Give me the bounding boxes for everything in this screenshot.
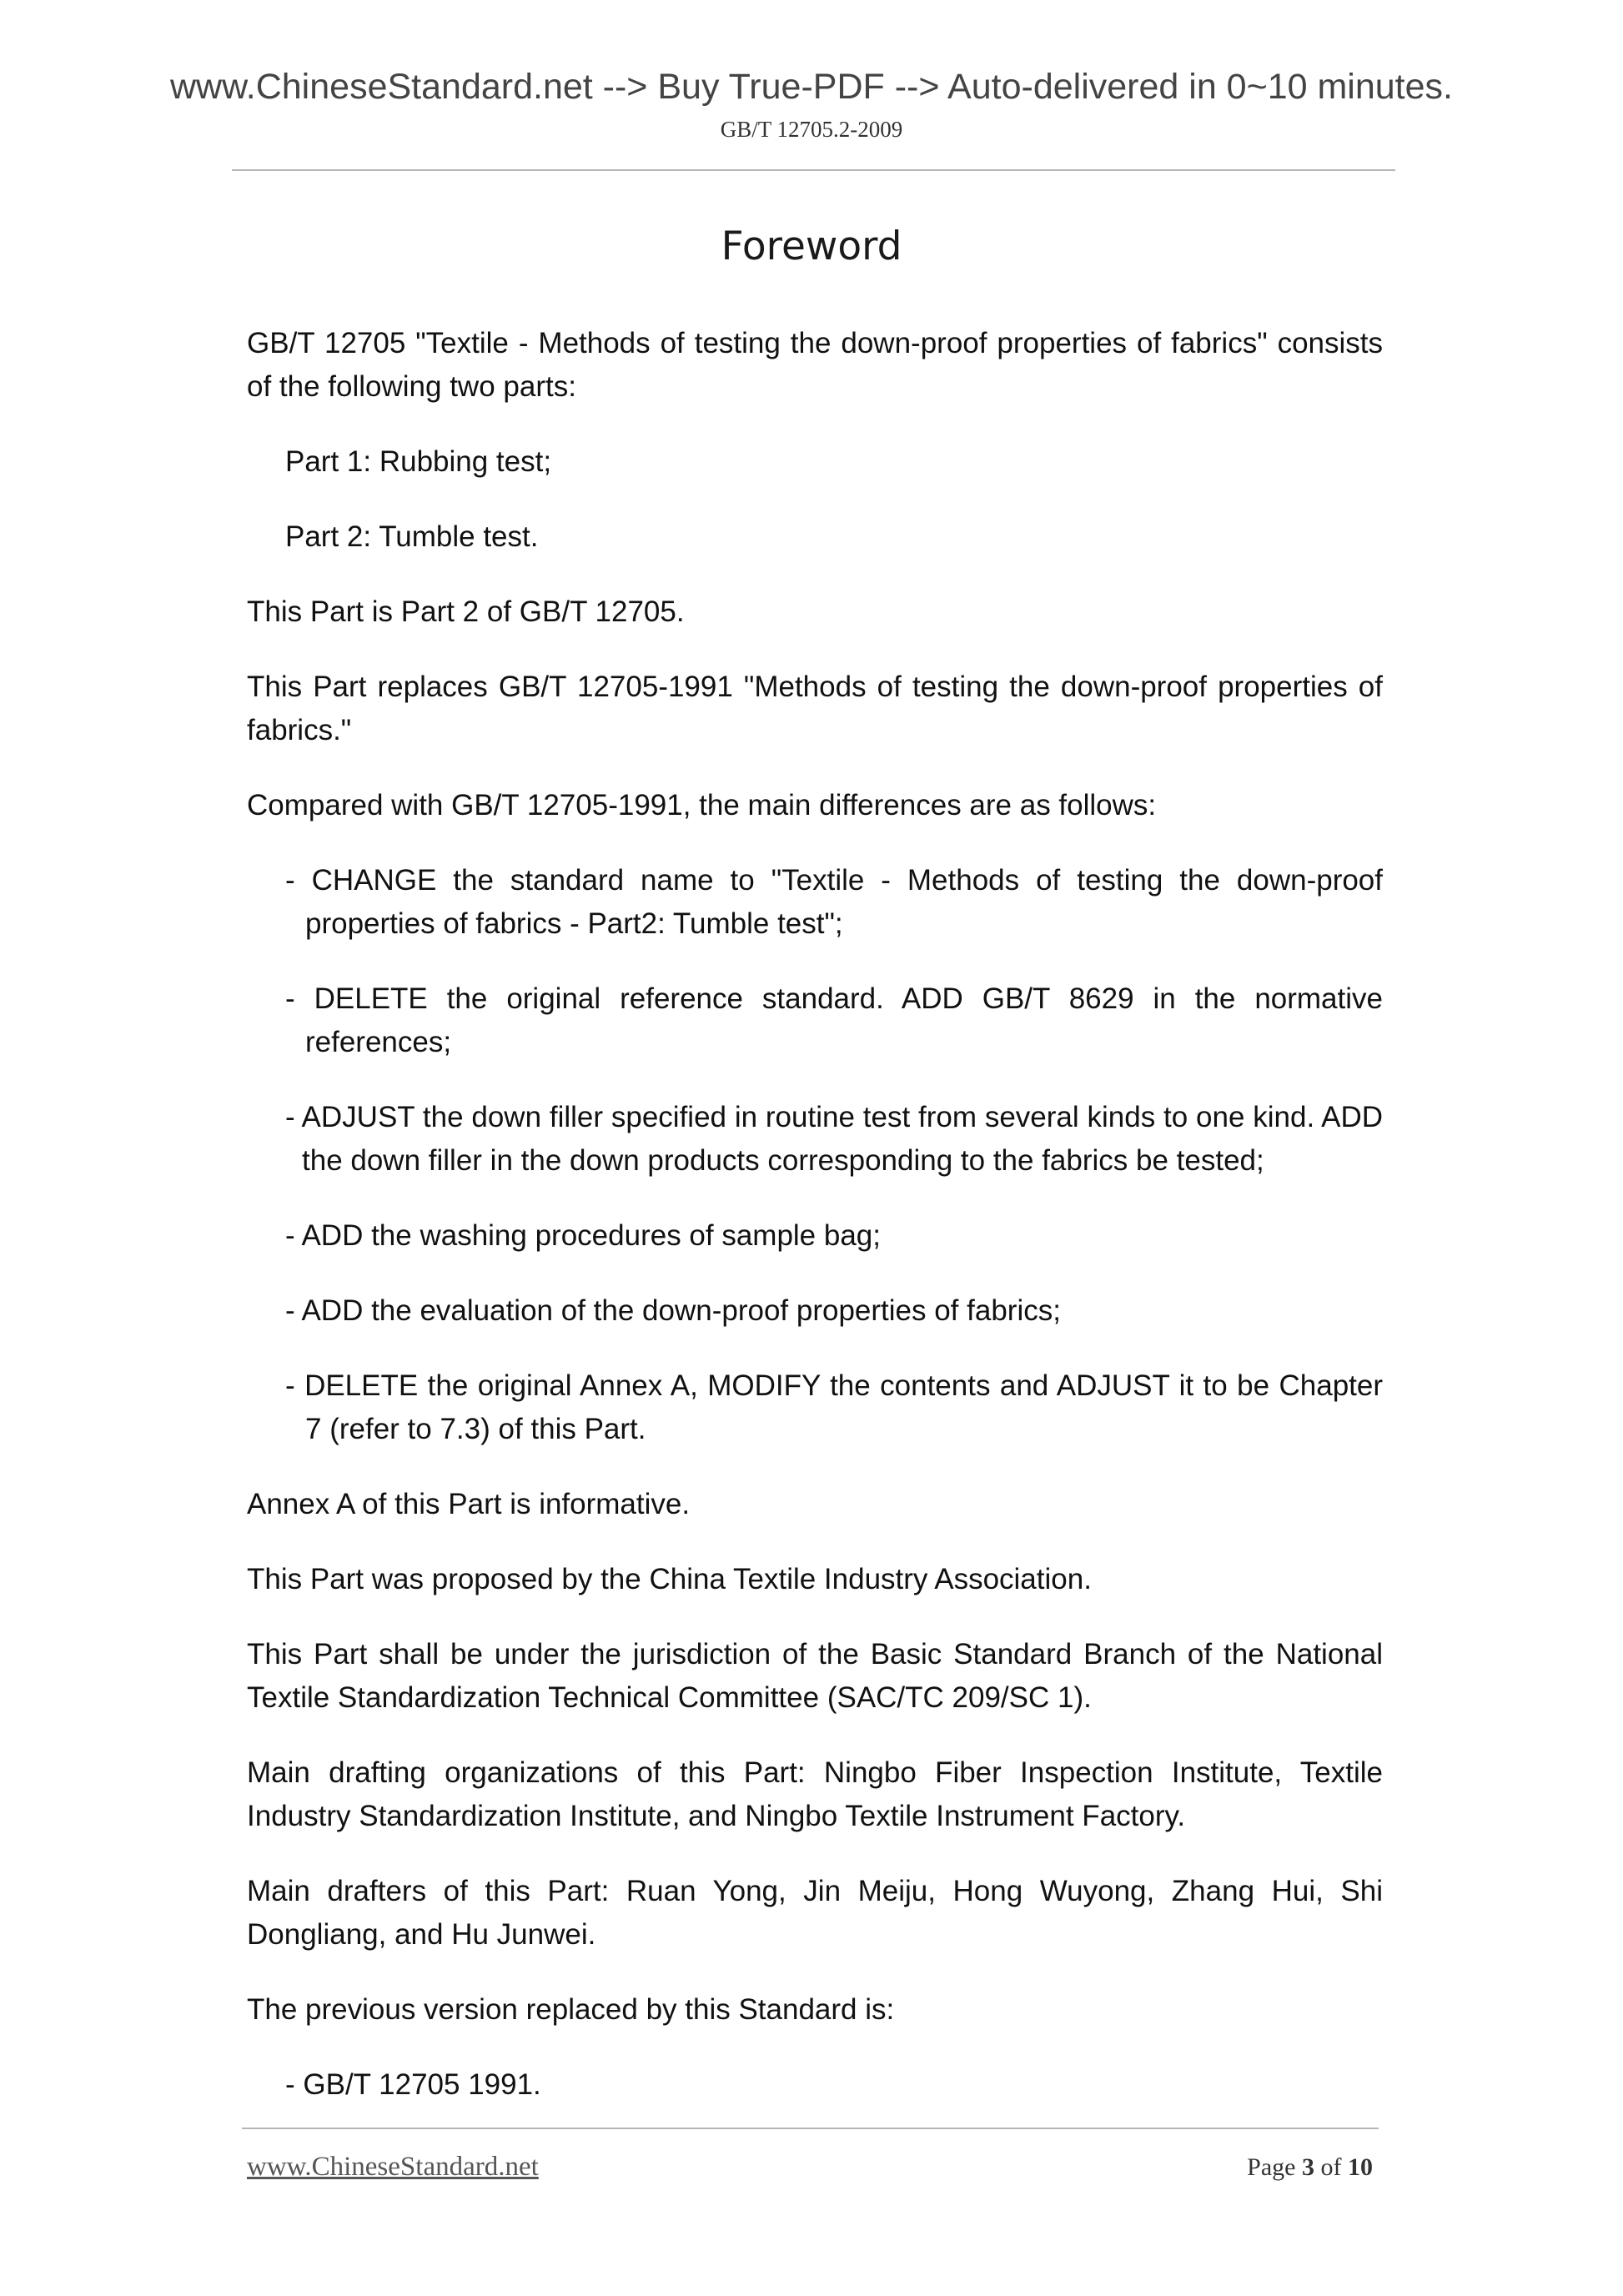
- difference-item: [247, 859, 1383, 946]
- difference-text: - DELETE the original Annex A, MODIFY the contents and ADJUST it to be Chapter 7 (refer to 7.3) of this Part.: [285, 1369, 1383, 1445]
- page-label: Page: [1247, 2153, 1296, 2181]
- footer-divider: [242, 2128, 1379, 2129]
- annex-paragraph: Annex A of this Part is informative.: [247, 1488, 691, 1520]
- intro-paragraph: GB/T 12705 "Textile - Methods of testing the down-proof properties of fabrics" consists of the following two parts:: [247, 327, 1383, 403]
- this-part-paragraph: This Part is Part 2 of GB/T 12705.: [247, 595, 685, 628]
- page-of-label: of: [1320, 2153, 1342, 2181]
- difference-text: - DELETE the original reference standard. ADD GB/T 8629 in the normative references;: [285, 982, 1383, 1058]
- difference-text: - CHANGE the standard name to "Textile - Methods of testing the down-proof properties of fabrics - Part2: Tumble test";: [285, 864, 1383, 940]
- part-2-item: Part 2: Tumble test.: [285, 520, 539, 553]
- drafters-paragraph: Main drafters of this Part: Ruan Yong, Jin Meiju, Hong Wuyong, Zhang Hui, Shi Dongliang, and Hu Junwei.: [247, 1875, 1383, 1951]
- difference-item: [247, 1214, 1383, 1258]
- part-1-item: Part 1: Rubbing test;: [285, 445, 552, 478]
- difference-item: [247, 1096, 1383, 1183]
- header-divider: [232, 169, 1395, 171]
- replaces-paragraph: This Part replaces GB/T 12705-1991 "Methods of testing the down-proof properties of fabrics.": [247, 671, 1383, 746]
- page-current: 3: [1302, 2153, 1314, 2181]
- difference-item: [247, 977, 1383, 1064]
- document-code: GB/T 12705.2-2009: [720, 117, 903, 142]
- difference-text: - ADD the evaluation of the down-proof properties of fabrics;: [285, 1294, 1061, 1327]
- difference-text: - ADJUST the down filler specified in routine test from several kinds to one kind. ADD the down filler in the down products corresponding to the fabrics be tested;: [285, 1101, 1383, 1177]
- compared-paragraph: Compared with GB/T 12705-1991, the main differences are as follows:: [247, 789, 1157, 821]
- jurisdiction-paragraph: This Part shall be under the jurisdiction of the Basic Standard Branch of the National Textile Standardization Technical Committee (SAC/TC 209/SC 1).: [247, 1638, 1383, 1714]
- header-banner[interactable]: www.ChineseStandard.net --> Buy True-PDF --> Auto-delivered in 0~10 minutes.: [169, 67, 1453, 107]
- proposed-paragraph: This Part was proposed by the China Textile Industry Association.: [247, 1563, 1092, 1595]
- footer-website-link[interactable]: www.ChineseStandard.net: [247, 2152, 539, 2182]
- page-total: 10: [1348, 2153, 1373, 2181]
- difference-item: [247, 1289, 1383, 1333]
- document-body: [247, 322, 1383, 2138]
- difference-item: [247, 1364, 1383, 1451]
- organizations-paragraph: Main drafting organizations of this Part: Ningbo Fiber Inspection Institute, Textile Industry Standardization Institute, and Ningbo Textile Instrument Factory.: [247, 1756, 1383, 1832]
- page-indicator: [1247, 2153, 1373, 2182]
- previous-version-paragraph: The previous version replaced by this Standard is:: [247, 1993, 895, 2026]
- page-title: Foreword: [721, 224, 902, 269]
- previous-version-item: - GB/T 12705 1991.: [285, 2068, 541, 2101]
- difference-text: - ADD the washing procedures of sample bag;: [285, 1219, 881, 1252]
